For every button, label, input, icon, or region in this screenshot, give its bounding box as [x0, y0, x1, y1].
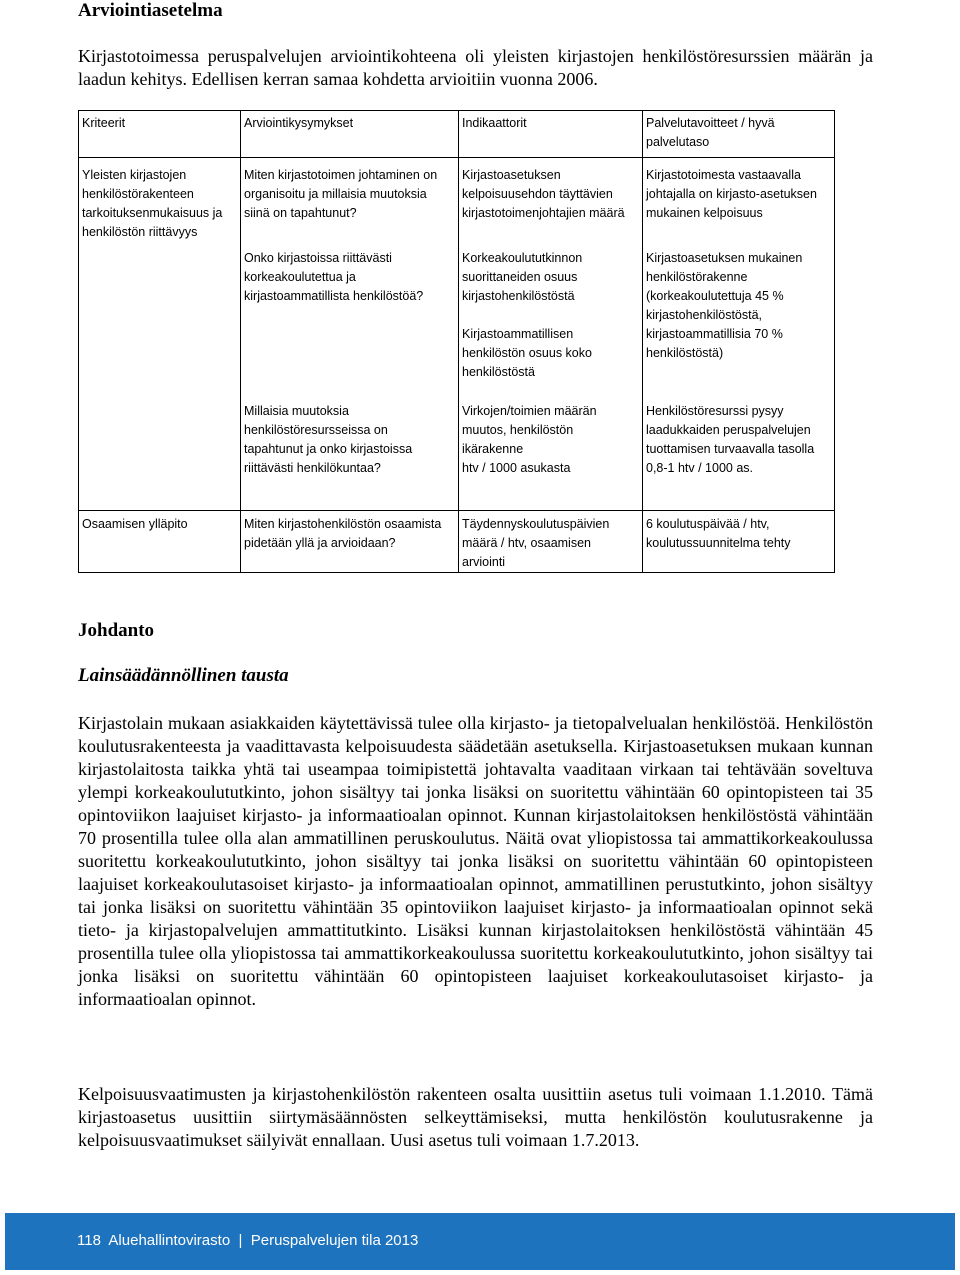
intro-paragraph: Kirjastotoimessa peruspalvelujen arviointikohteena oli yleisten kirjastojen henkilöstöresurssien määrän ja laadun kehitys. Edellisen kerran samaa kohdetta arvioitiin vuonna 2006.: [78, 46, 873, 89]
evaluation-table: [78, 110, 835, 573]
table-cell-question: Miten kirjastotoimen johtaminen on organisoitu ja millaisia muutoksia siinä on tapahtunut?: [244, 168, 438, 220]
table-cell-indicator: Virkojen/toimien määrän muutos, henkilöstön ikärakenne htv / 1000 asukasta: [462, 404, 597, 475]
johdanto-paragraph-2: Kelpoisuusvaatimusten ja kirjastohenkilöstön rakenteen osalta uusittiin asetus tuli voimaan 1.1.2010. Tämä kirjastoasetus uusittiin siirtymäsäännösten selkeyttämiseksi, mutta henkilöstön koulutusrakenne ja kelpoisuusvaatimukset säilyivät ennallaan. Uusi asetus tuli voimaan 1.7.2013.: [78, 1084, 873, 1150]
header-targets: Palvelutavoitteet / hyvä palvelutaso: [646, 116, 775, 149]
table-cell-target: Kirjastoasetuksen mukainen henkilöstörakenne (korkeakoulutettuja 45 % kirjastohenkilöstöstä, kirjastoammatillisia 70 % henkilöstöstä): [646, 251, 803, 360]
table-cell-question: Onko kirjastoissa riittävästi korkeakoulutettua ja kirjastoammatillista henkilöstöä?: [244, 251, 424, 303]
table-cell-target: Kirjastotoimesta vastaavalla johtajalla on kirjasto-asetuksen mukainen kelpoisuus: [646, 168, 817, 220]
table-cell-question: Miten kirjastohenkilöstön osaamista pidetään yllä ja arvioidaan?: [244, 517, 442, 550]
table-cell-criterion: Osaamisen ylläpito: [82, 517, 188, 531]
header-criteria: Kriteerit: [82, 116, 126, 130]
footer-text: 118 Aluehallintovirasto | Peruspalvelujen tila 2013: [77, 1232, 419, 1249]
table-cell-target: Henkilöstöresurssi pysyy laadukkaiden peruspalvelujen tuottamisen turvaavalla tasolla 0,8-1 htv / 1000 as.: [646, 404, 815, 475]
table-cell-criterion: Yleisten kirjastojen henkilöstörakenteen tarkoituksenmukaisuus ja henkilöstön riittävyys: [82, 168, 223, 239]
header-indicators: Indikaattorit: [462, 116, 527, 130]
table-cell-indicator: Kirjastoasetuksen kelpoisuusehdon täyttävien kirjastotoimenjohtajien määrä: [462, 168, 625, 220]
header-questions: Arviointikysymykset: [244, 116, 354, 130]
table-cell-indicator: Korkeakoulututkinnon suorittaneiden osuus kirjastohenkilöstöstä Kirjastoammatillisen henkilöstön osuus koko henkilöstöstä: [462, 251, 592, 379]
table-cell-indicator: Täydennyskoulutuspäivien määrä / htv, osaamisen arviointi: [462, 517, 610, 569]
johdanto-title: Johdanto: [78, 620, 155, 641]
table-cell-target: 6 koulutuspäivää / htv, koulutussuunnitelma tehty: [646, 517, 791, 550]
section-title: Arviointiasetelma: [78, 0, 223, 21]
johdanto-subtitle: Lainsäädännöllinen tausta: [78, 665, 289, 686]
table-cell-question: Millaisia muutoksia henkilöstöresursseissa on tapahtunut ja onko kirjastoissa riittävästi henkilökuntaa?: [244, 404, 413, 475]
johdanto-paragraph-1: Kirjastolain mukaan asiakkaiden käytettävissä tulee olla kirjasto- ja tietopalvelualan henkilöstöä. Henkilöstön koulutusrakenteesta ja vaadittavasta kelpoisuudesta säädetään asetuksella. Kirjastoasetuksen mukaan kunnan kirjastolaitosta taikka yhtä tai useampaa toimipistettä johtavalta vaaditaan virkaan tai tehtävään soveltuva ylempi korkeakoulututkinto, johon sisältyy tai jonka lisäksi on suoritettu vähintään 60 opintopisteen tai 35 opintoviikon laajuiset kirjasto- ja informaatioalan opinnot. Kunnan kirjastolaitoksen henkilöstöstä vähintään 70 prosentilla tulee olla alan ammatillinen peruskoulutus. Näitä ovat yliopistossa tai ammattikorkeakoulussa suoritettu korkeakoulututkinto, johon sisältyy tai jonka lisäksi on suoritettu vähintään 60 opintopisteen laajuiset korkeakoulutasoiset kirjasto- ja informaatioalan opinnot, ammatillinen perustutkinto, johon sisältyy tai jonka lisäksi on suoritettu vähintään 35 opintoviikon laajuiset kirjasto- ja informaatioalan opinnot sekä tieto- ja kirjastopalvelujen ammattitutkinto. Lisäksi kunnan kirjastolaitoksen henkilöstöstä vähintään 45 prosentilla tulee olla yliopistossa tai ammattikorkeakoulussa suoritettu korkeakoulututkinto, johon sisältyy tai jonka lisäksi on suoritettu vähintään 60 opintopisteen laajuiset korkeakoulutasoiset kirjasto- ja informaatioalan opinnot.: [78, 713, 873, 1009]
page-footer: [5, 1213, 955, 1270]
